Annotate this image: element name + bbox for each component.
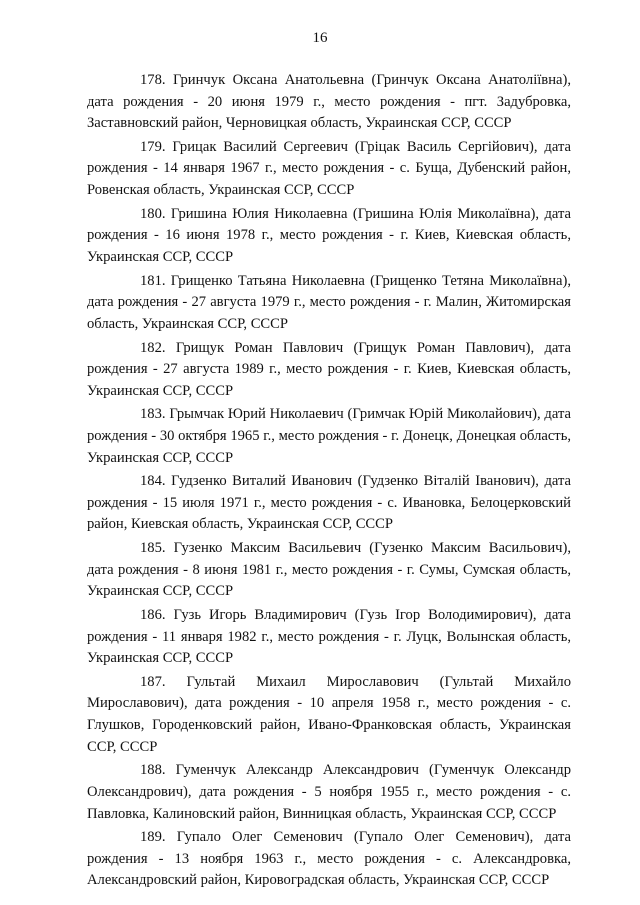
list-item: 180. Гришина Юлия Николаевна (Гришина Юлiя Миколаївна), дата рождения - 16 июня 1978 г., место рождения - г. Киев, Киевская область, Украинская ССР, СССР <box>87 205 571 265</box>
list-item: 187. Гультай Михаил Мирославович (Гультай Михайло Мирославович), дата рождения - 10 апреля 1958 г., место рождения - с. Глушков, Городенковский район, Ивано-Франковская область, Украинская ССР, СССР <box>87 673 571 755</box>
list-item: 178. Гринчук Оксана Анатольевна (Гринчук Оксана Анатоліївна), дата рождения - 20 июня 1979 г., место рождения - пгт. Задубровка, Заставновский район, Черновицкая область, Украинская ССР, СССР <box>87 72 571 132</box>
list-item: 189. Гупало Олег Семенович (Гупало Олег Семенович), дата рождения - 13 ноября 1963 г., место рождения - с. Александровка, Александровский район, Кировоградская область, Украинская ССР, СССР <box>87 829 571 889</box>
entry-list <box>87 70 571 894</box>
list-item: 185. Гузенко Максим Васильевич (Гузенко Максим Васильович), дата рождения - 8 июня 1981 г., место рождения - г. Сумы, Сумская область, Украинская ССР, СССР <box>87 540 571 600</box>
list-item: 184. Гудзенко Виталий Иванович (Гудзенко Вiталiй Iванович), дата рождения - 15 июля 1971 г., место рождения - с. Ивановка, Белоцерковский район, Киевская область, Украинская ССР, СССР <box>87 473 571 533</box>
list-item: 183. Грымчак Юрий Николаевич (Гримчак Юрiй Миколайович), дата рождения - 30 октября 1965 г., место рождения - г. Донецк, Донецкая область, Украинская ССР, СССР <box>87 406 571 466</box>
list-item: 188. Гуменчук Александр Александрович (Гуменчук Олександр Олександрович), дата рождения - 5 ноября 1955 г., место рождения - с. Павловка, Калиновский район, Винницкая область, Украинская ССР, СССР <box>87 762 571 822</box>
list-item: 181. Грищенко Татьяна Николаевна (Грищенко Тетяна Миколаївна), дата рождения - 27 августа 1979 г., место рождения - г. Малин, Житомирская область, Украинская ССР, СССР <box>87 272 571 332</box>
page-number: 16 <box>312 30 328 46</box>
list-item: 179. Грицак Василий Сергеевич (Грiцак Василь Сергiйович), дата рождения - 14 января 1967 г., место рождения - с. Буща, Дубенский район, Ровенская область, Украинская ССР, СССР <box>87 138 571 199</box>
list-item: 186. Гузь Игорь Владимирович (Гузь Iгор Володимирович), дата рождения - 11 января 1982 г., место рождения - г. Луцк, Волынская область, Украинская ССР, СССР <box>87 607 571 667</box>
list-item: 182. Грищук Роман Павлович (Грищук Роман Павлович), дата рождения - 27 августа 1989 г., место рождения - г. Киев, Киевская область, Украинская ССР, СССР <box>87 339 571 399</box>
